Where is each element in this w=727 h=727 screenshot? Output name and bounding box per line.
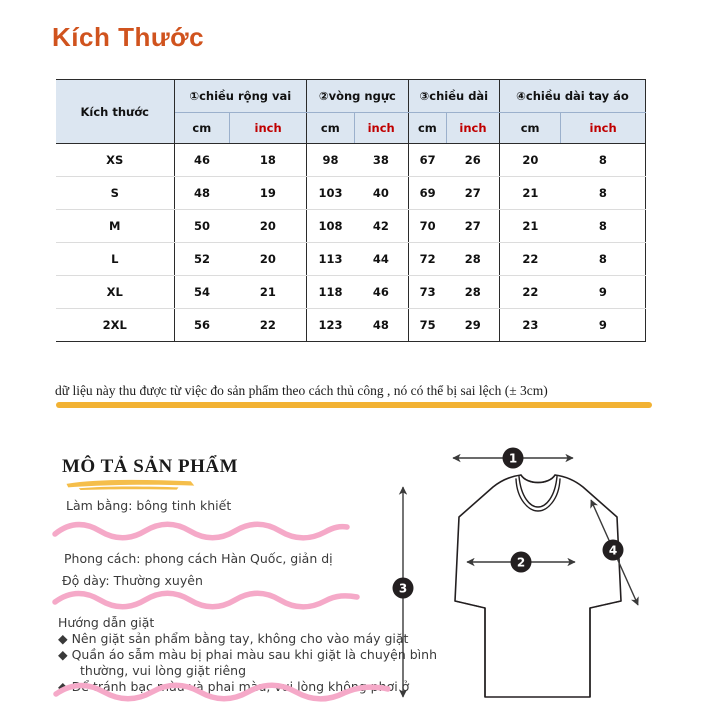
cell-cm-1: 46 [174, 144, 230, 177]
row-size-label: XS [56, 144, 174, 177]
product-description-heading: MÔ TẢ SẢN PHẨM [62, 456, 239, 477]
table-row [56, 276, 646, 309]
cell-inch-2: 44 [354, 243, 408, 276]
measure-badge-4-label: 4 [608, 543, 618, 558]
description-style: Phong cách: phong cách Hàn Quốc, giản dị [64, 551, 333, 566]
cell-inch-1: 19 [230, 177, 307, 210]
measure-badge-1-label: 1 [508, 451, 518, 466]
row-size-label: S [56, 177, 174, 210]
cell-inch-1: 20 [230, 210, 307, 243]
cell-inch-1: 21 [230, 276, 307, 309]
table-body [56, 144, 646, 342]
row-size-label: L [56, 243, 174, 276]
cell-cm-4: 22 [499, 276, 560, 309]
heading-brush-highlight-icon [58, 476, 208, 490]
table-row [56, 177, 646, 210]
wave-divider-3-icon [52, 680, 392, 704]
table-row [56, 243, 646, 276]
cell-cm-2: 113 [307, 243, 355, 276]
cell-cm-2: 123 [307, 309, 355, 342]
size-chart-table [56, 79, 646, 342]
cell-inch-3: 29 [447, 309, 500, 342]
cell-inch-2: 48 [354, 309, 408, 342]
row-size-label: M [56, 210, 174, 243]
cell-inch-4: 9 [561, 276, 646, 309]
measurement-disclaimer-text: dữ liệu này thu được từ việc đo sản phẩm theo cách thủ công , nó có thể bị sai lệch (± 3cm) [55, 383, 548, 398]
cell-inch-3: 27 [447, 210, 500, 243]
cell-inch-3: 28 [447, 243, 500, 276]
page-title: Kích Thước [52, 22, 205, 52]
cell-inch-4: 8 [561, 177, 646, 210]
measure-badge-3-label: 3 [398, 581, 408, 596]
washing-instructions-title: Hướng dẫn giặt [58, 615, 155, 630]
column-header-shoulder-width: ①chiều rộng vai [174, 80, 307, 113]
unit-header-cm-1: cm [174, 113, 230, 144]
cell-cm-2: 118 [307, 276, 355, 309]
row-size-label: 2XL [56, 309, 174, 342]
table-header-row-groups [56, 80, 646, 113]
cell-cm-1: 52 [174, 243, 230, 276]
tshirt-measurement-diagram [385, 445, 685, 715]
cell-inch-1: 22 [230, 309, 307, 342]
unit-header-inch-1: inch [230, 113, 307, 144]
tshirt-outline-icon [455, 475, 621, 697]
size-table [56, 79, 646, 342]
cell-cm-2: 103 [307, 177, 355, 210]
unit-header-inch-4: inch [561, 113, 646, 144]
column-header-size: Kích thước [56, 80, 174, 144]
cell-cm-1: 56 [174, 309, 230, 342]
cell-inch-1: 20 [230, 243, 307, 276]
cell-cm-4: 22 [499, 243, 560, 276]
unit-header-cm-4: cm [499, 113, 560, 144]
unit-header-cm-2: cm [307, 113, 355, 144]
cell-inch-2: 46 [354, 276, 408, 309]
cell-cm-4: 21 [499, 210, 560, 243]
column-header-sleeve-length: ④chiều dài tay áo [499, 80, 645, 113]
unit-header-inch-2: inch [354, 113, 408, 144]
cell-inch-3: 28 [447, 276, 500, 309]
cell-cm-3: 72 [408, 243, 446, 276]
cell-cm-3: 67 [408, 144, 446, 177]
cell-inch-4: 9 [561, 309, 646, 342]
cell-cm-4: 21 [499, 177, 560, 210]
wave-divider-1-icon [52, 520, 352, 542]
table-head [56, 80, 646, 144]
row-size-label: XL [56, 276, 174, 309]
column-header-length: ③chiều dài [408, 80, 499, 113]
disclaimer-highlight-bar [56, 402, 652, 408]
cell-cm-3: 69 [408, 177, 446, 210]
cell-inch-2: 38 [354, 144, 408, 177]
cell-cm-3: 70 [408, 210, 446, 243]
description-thickness: Độ dày: Thường xuyên [62, 573, 203, 588]
cell-cm-2: 98 [307, 144, 355, 177]
cell-cm-3: 73 [408, 276, 446, 309]
cell-cm-4: 20 [499, 144, 560, 177]
table-row [56, 210, 646, 243]
washing-instruction-item-2-cont: thường, vui lòng giặt riêng [80, 663, 247, 678]
washing-instruction-item-3: ◆ Để tránh bạc màu và phai màu, vui lòng không phơi ở [58, 679, 410, 694]
cell-cm-3: 75 [408, 309, 446, 342]
cell-inch-3: 27 [447, 177, 500, 210]
unit-header-inch-3: inch [447, 113, 500, 144]
cell-inch-2: 40 [354, 177, 408, 210]
cell-inch-4: 8 [561, 210, 646, 243]
cell-cm-1: 50 [174, 210, 230, 243]
description-material: Làm bằng: bông tinh khiết [66, 498, 232, 513]
cell-cm-1: 48 [174, 177, 230, 210]
cell-cm-4: 23 [499, 309, 560, 342]
column-header-chest: ②vòng ngực [307, 80, 409, 113]
cell-cm-2: 108 [307, 210, 355, 243]
unit-header-cm-3: cm [408, 113, 446, 144]
table-row [56, 144, 646, 177]
table-row [56, 309, 646, 342]
measure-badge-2-label: 2 [516, 555, 526, 570]
cell-inch-4: 8 [561, 144, 646, 177]
cell-inch-1: 18 [230, 144, 307, 177]
washing-instruction-item-2: ◆ Quần áo sẫm màu bị phai màu sau khi giặt là chuyện bình [58, 647, 437, 662]
cell-inch-2: 42 [354, 210, 408, 243]
cell-inch-3: 26 [447, 144, 500, 177]
cell-cm-1: 54 [174, 276, 230, 309]
cell-inch-4: 8 [561, 243, 646, 276]
washing-instruction-item-1: ◆ Nên giặt sản phẩm bằng tay, không cho vào máy giặt [58, 631, 409, 646]
wave-divider-2-icon [52, 589, 362, 611]
